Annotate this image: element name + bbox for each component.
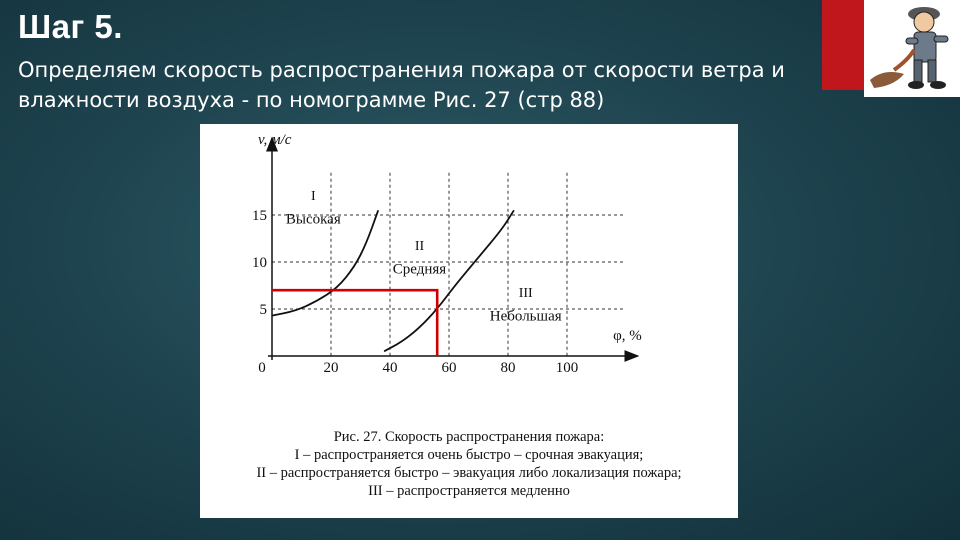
zone-label-roman-1: I (310, 188, 316, 204)
x-tick-label: 40 (382, 360, 398, 376)
zone-label-text-1: Высокая (285, 211, 341, 228)
zone-label-text-3: Небольшая (489, 308, 562, 325)
y-axis-label: v, м/с (258, 132, 292, 148)
firefighter-cartoon-icon (864, 0, 960, 97)
x-tick-label: 60 (441, 360, 457, 376)
x-tick-label: 100 (555, 360, 579, 376)
x-axis-label: φ, % (613, 328, 642, 344)
red-accent-bar (822, 0, 864, 90)
y-tick-label: 15 (252, 208, 267, 224)
zone-label-roman-3: III (518, 285, 533, 301)
zone-label-text-2: Средняя (392, 261, 447, 278)
zone-label-roman-2: II (414, 238, 425, 254)
caption-line-iii: III – распространяется медленно (368, 483, 570, 499)
figure-caption (200, 428, 738, 500)
caption-title: Рис. 27. Скорость распространения пожара: (333, 429, 605, 445)
y-tick-label: 10 (252, 255, 267, 271)
caption-line-i: I – распространяется очень быстро – срочная эвакуация; (294, 447, 644, 463)
y-tick-label: 5 (259, 302, 267, 318)
caption-line-ii: II – распространяется быстро – эвакуация либо локализация пожара; (256, 465, 682, 481)
figure-panel (200, 124, 738, 518)
red-readoff-line (272, 290, 437, 356)
nomogram-chart (200, 124, 738, 424)
slide-title: Шаг 5. (18, 8, 123, 45)
slide-subtitle: Определяем скорость распространения пожара от скорости ветра и влажности воздуха - по номограмме Рис. 27 (стр 88) (18, 58, 785, 112)
x-tick-label: 0 (258, 360, 266, 376)
x-tick-label: 20 (323, 360, 339, 376)
x-tick-label: 80 (500, 360, 516, 376)
